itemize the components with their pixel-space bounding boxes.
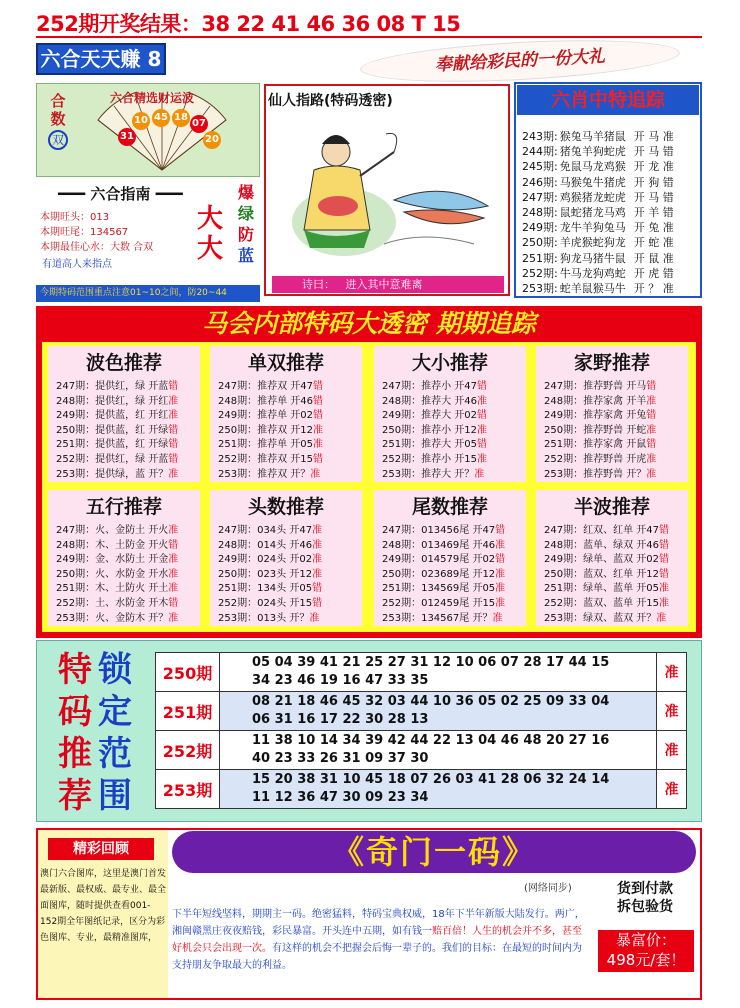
card-row: 252期：推荐双 开15错 [218,454,323,465]
card-row: 250期：提供蓝，红 开绿错 [56,424,179,436]
zodiac-title: 六肖中特追踪 [517,85,699,115]
zodiac-row: 248期: 鼠蛇猪龙马鸡 开 羊 错 [522,206,674,219]
card-row: 252期：推荐野兽 开虎准 [544,454,657,465]
card-row: 247期：034头 开47准 [218,525,323,536]
fan-ball: 07 [190,115,208,133]
card-row: 248期：推荐大 开46准 [382,395,487,407]
card-row: 249期：提供蓝，红 开红准 [56,410,179,422]
cod-line: 拆包验货 [617,899,673,915]
lock-char: 定 [98,692,132,732]
lock-row [156,692,687,731]
review-text: 澳门六合图库，这里是澳门首发最新版、最权威、最专业、最全面图库，随时提供查看001-152期全年图纸记录，区分为彩色图库、专业，最精准图库， [40,869,167,943]
recommend-card [536,346,688,482]
zodiac-row: 243期: 猴兔马羊猪鼠 开 马 准 [522,130,674,143]
color-tip: 防 [237,225,254,244]
card-row: 251期：134569尾 开05准 [382,583,506,595]
card-row: 250期：023头 开12准 [218,568,323,580]
card-row: 250期：推荐小 开12准 [382,424,487,436]
lock-period: 251期 [156,692,220,731]
lock-row [156,653,687,692]
color-tip-column [236,182,256,266]
lock-mark: 准 [657,653,687,692]
card-title: 波色推荐 [85,352,162,374]
card-row: 251期：推荐单 开05准 [218,439,323,451]
fan-ball: 45 [152,109,170,127]
review-title: 精彩回顾 [48,838,154,860]
card-row: 252期：土、水防金 开木错 [56,598,179,609]
lock-period: 250期 [156,653,220,692]
card-title: 家野推荐 [573,352,650,374]
card-row: 247期：红双、红单 开47错 [544,525,669,536]
recommend-card [48,346,200,482]
big-char: 大 大 [196,204,223,264]
zodiac-row: 251期: 狗龙马猪牛鼠 开 鼠 准 [522,251,674,265]
zodiac-row: 249期: 龙牛羊狗兔马 开 兔 准 [522,221,674,235]
color-tip: 绿 [237,204,254,223]
card-row: 252期：024头 开15错 [218,598,323,609]
card-row: 247期：提供红，绿 开蓝错 [56,381,179,392]
lock-char: 围 [98,776,132,816]
card-row: 252期：012459尾 开15准 [382,598,506,609]
card-row: 251期：134头 开05错 [218,583,323,595]
card-row: 247期：推荐小 开47错 [382,381,487,392]
card-row: 251期：绿单、蓝单 开05准 [544,583,669,595]
card-title: 五行推荐 [85,496,162,518]
zodiac-row: 247期: 鸡猴猪龙蛇虎 开 马 错 [522,190,674,204]
fan-title: 六合精选财运波 [110,91,195,105]
guide-tip: 有道高人来指点 [42,259,112,270]
lock-char: 锁 [98,650,132,690]
card-row: 248期：013469尾 开46准 [382,539,506,551]
card-row: 253期：绿双、蓝双 开？准 [544,612,667,624]
card-row: 249期：024头 开02准 [218,554,323,566]
lock-mark: 准 [657,731,687,770]
lock-period: 252期 [156,731,220,770]
card-row: 253期：推荐野兽 开？准 [544,468,657,480]
guide-head-line: 本期旺头：013 [40,212,110,223]
lock-char: 范 [98,734,132,774]
card-row: 249期：014579尾 开02错 [382,554,506,566]
card-row: 250期：火、水防金 开水准 [56,568,179,580]
fan-ball: 18 [172,109,190,127]
card-row: 250期：推荐双 开12准 [218,424,323,436]
card-row: 253期：提供绿，蓝 开？准 [56,468,179,480]
lock-table [155,652,687,809]
card-row: 252期：推荐小 开15准 [382,454,487,465]
odd-even-label: 合数 [50,92,66,128]
recommend-card [374,346,526,482]
slogan: 奉献给彩民的一份大礼 [359,34,681,89]
zodiac-row: 252期: 牛马龙狗鸡蛇 开 虎 错 [522,266,674,280]
card-title: 大小推荐 [411,352,488,374]
header-rule [36,36,702,38]
lock-char: 推 [58,734,92,774]
zodiac-row: 245期: 免鼠马龙鸡猴 开 龙 准 [522,160,674,174]
zodiac-row: 253期: 蛇羊鼠猴马牛 开 ？ 准 [522,282,674,295]
card-title: 半波推荐 [573,496,650,518]
qimen-description: 下半年短线坚料，期期主一码。绝密猛料，特码宝典权威，18年下半年新版大陆发行。两广，湘闽赣黑庄夜夜赔钱，彩民暴富。开头连中五期，如有钱一赔百倍！人生的机会并不多，甚至好机会只会出现一次。有这样的机会不把握会后悔一辈子的。我们的目标：在最短的时间内为支持朋友争取最大的利益。 [172,909,585,971]
card-row: 252期：蓝双、蓝单 开15准 [544,598,669,609]
lock-numbers: 08 21 18 46 45 32 03 44 10 36 05 02 25 09 33 04 06 31 16 17 22 30 28 13 [220,692,657,731]
guide-tail-line: 本期旺尾：134567 [40,227,129,238]
lock-mark: 准 [657,770,687,809]
zodiac-row: 250期: 羊虎猴蛇狗龙 开 蛇 准 [522,236,674,250]
lock-numbers: 05 04 39 41 21 25 27 31 12 10 06 07 28 17 44 15 34 23 46 19 16 47 33 35 [220,653,657,692]
card-row: 248期：推荐单 开46错 [218,395,323,407]
lock-numbers: 11 38 10 14 34 39 42 44 22 13 04 46 48 20 27 16 40 23 33 26 31 09 37 30 [220,731,657,770]
color-tip: 蓝 [237,246,254,265]
recommend-card [374,490,526,626]
fan-ball: 10 [132,112,150,130]
card-row: 247期：推荐野兽 开马错 [544,381,657,392]
card-row: 253期：火、金防木 开？准 [56,612,179,624]
cod-line: 货到付款 [617,881,673,897]
lock-char: 码 [58,692,92,732]
card-row: 251期：推荐大 开05错 [382,439,487,451]
zodiac-row: 244期: 猪兔羊狗蛇虎 开 马 错 [522,145,674,159]
card-row: 248期：014头 开46准 [218,539,323,551]
odd-even-value: 双 [48,130,68,150]
card-row: 250期：023689尾 开12准 [382,568,506,580]
card-row: 253期：推荐大 开？准 [382,468,485,480]
sync-label: (网络同步) [524,883,572,894]
card-title: 单双推荐 [247,352,324,374]
recommend-card [48,490,200,626]
recommend-card [210,346,362,482]
result-line: 252期开奖结果：38 22 41 46 36 08 T 15 [36,12,461,36]
card-row: 249期：绿单、蓝双 开02错 [544,554,669,566]
card-row: 252期：提供红，绿 开蓝错 [56,454,179,465]
card-row: 251期：推荐家禽 开鼠错 [544,439,657,451]
fan-ball: 31 [118,128,136,146]
price-badge: 暴富价： 498元/套！ [598,930,694,972]
card-row: 251期：木、土防火 开土准 [56,583,179,595]
card-row: 249期：金、水防土 开金准 [56,554,179,566]
card-row: 249期：推荐家禽 开兔错 [544,410,657,422]
lock-period: 253期 [156,770,220,809]
lock-char: 荐 [58,776,92,816]
zodiac-row: 246期: 马猴兔牛猪虎 开 狗 错 [522,175,674,189]
card-row: 247期：013456尾 开47错 [382,525,506,536]
card-row: 248期：提供红，绿 开红准 [56,395,179,407]
guide-title-text: 六合指南 [90,185,151,203]
guide-title: ━━━ 六合指南 ━━━ [58,185,183,203]
recommend-card [210,490,362,626]
lock-numbers: 15 20 38 31 10 45 18 07 26 03 41 28 06 32 24 14 11 12 36 47 30 09 23 34 [220,770,657,809]
lock-mark: 准 [657,692,687,731]
card-row: 248期：蓝单、绿双 开46错 [544,539,669,551]
lock-row [156,770,687,809]
card-row: 247期：火、金防土 开火准 [56,525,179,536]
card-row: 250期：推荐野兽 开蛇准 [544,424,657,436]
recommend-card [536,490,688,626]
card-row: 249期：推荐大 开02错 [382,410,487,422]
qimen-banner: 《奇门一码》 [172,831,696,873]
card-row: 251期：提供蓝，红 开绿错 [56,439,179,451]
fan-ball: 20 [203,131,221,149]
card-row: 247期：推荐双 开47错 [218,381,323,392]
card-row: 248期：木、土防金 开火错 [56,539,179,551]
card-row: 248期：推荐家禽 开羊准 [544,395,657,407]
immortal-title: 仙人指路(特码透密) [268,93,393,109]
immortal-illustration [274,110,500,272]
range-bar: 今期特码范围重点注意01~10之间，防20~44 [36,285,260,302]
card-row: 253期：推荐双 开？准 [218,468,321,480]
card-row: 253期：013头 开？准 [218,612,320,624]
brand-badge: 六合天天赚 8 [36,43,166,75]
card-title: 头数推荐 [247,496,324,518]
card-row: 253期：134567尾 开？准 [382,612,503,624]
color-tip: 爆 [237,183,254,202]
card-row: 250期：蓝双、红单 开12错 [544,568,669,580]
macau-title: 马会内部特码大透密 期期追踪 [202,309,536,338]
guide-heart-line: 本期最佳心水：大数 合双 [40,242,154,253]
lock-row [156,731,687,770]
card-row: 249期：推荐单 开02错 [218,410,323,422]
lock-char: 特 [58,650,92,690]
card-title: 尾数推荐 [411,496,488,518]
poem-bar: 诗曰： 进入其中意难离 [272,276,504,293]
